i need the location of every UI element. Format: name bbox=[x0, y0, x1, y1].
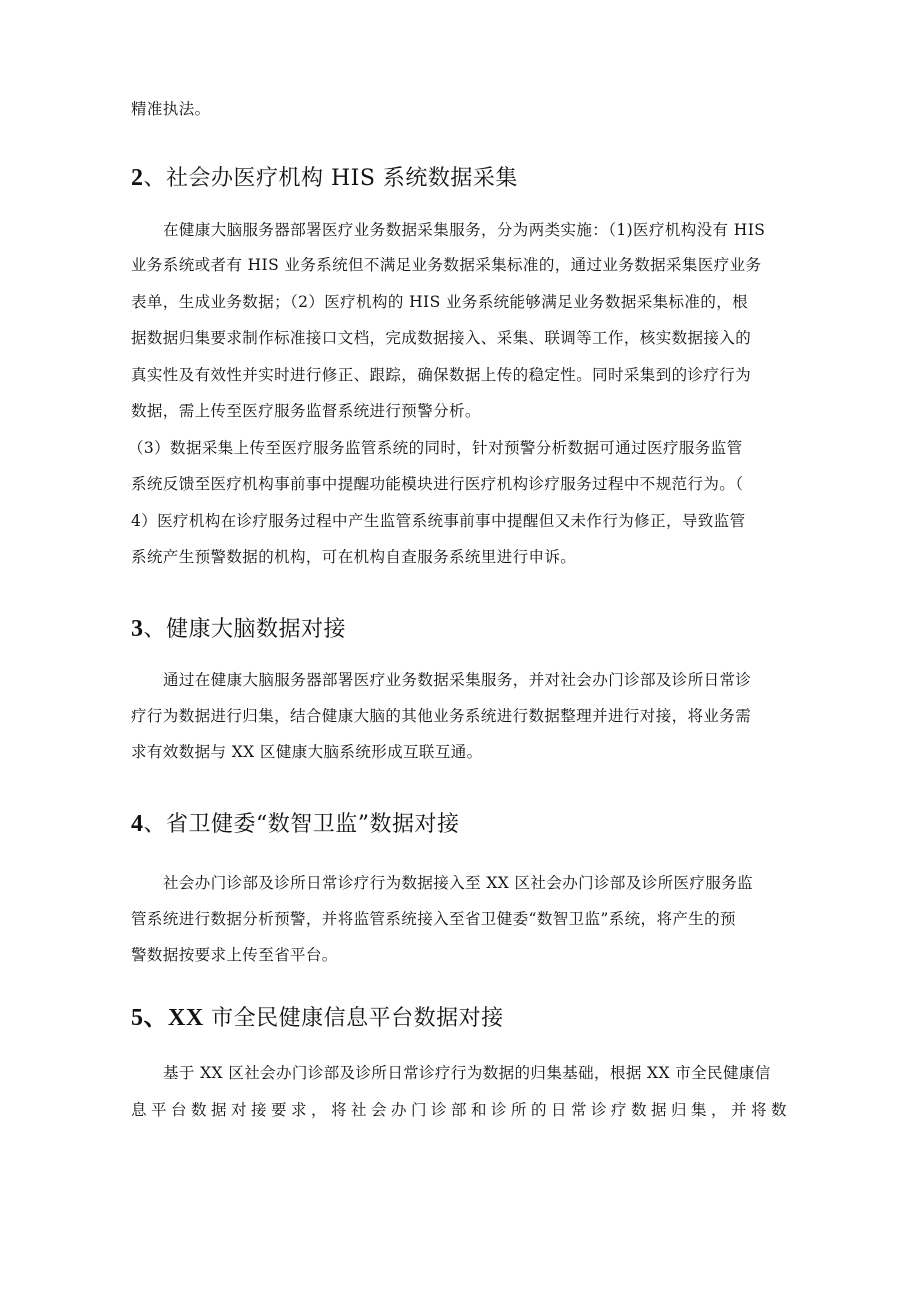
section-3-line-2: 疗行为数据进行归集，结合健康大脑的其他业务系统进行数据整理并进行对接，将业务需 bbox=[131, 707, 752, 725]
section-3-line-3: 求有效数据与 XX 区健康大脑系统形成互联互通。 bbox=[131, 743, 483, 761]
section-2-line-4: 据数据归集要求制作标准接口文档，完成数据接入、采集、联调等工作，核实数据接入的 bbox=[131, 329, 752, 347]
section-2-number: 2 bbox=[131, 165, 144, 191]
section-4-heading bbox=[131, 809, 460, 840]
section-5-title: 市全民健康信息平台数据对接 bbox=[203, 1006, 504, 1031]
section-2-line-1: 在健康大脑服务器部署医疗业务数据采集服务，分为两类实施：（1)医疗机构没有 HIS bbox=[163, 221, 766, 239]
section-2-line-2: 业务系统或者有 HIS 业务系统但不满足业务数据采集标准的，通过业务数据采集医疗业务 bbox=[131, 256, 762, 274]
section-4-line-1: 社会办门诊部及诊所日常诊疗行为数据接入至 XX 区社会办门诊部及诊所医疗服务监 bbox=[163, 874, 754, 892]
section-2-line-6: 数据，需上传至医疗服务监督系统进行预警分析。 bbox=[131, 402, 481, 420]
section-4-number: 4 bbox=[131, 811, 144, 837]
section-2-line-7: （3）数据采集上传至医疗服务监管系统的同时，针对预警分析数据可通过医疗服务监管 bbox=[128, 439, 743, 457]
section-5-heading bbox=[131, 1003, 504, 1034]
section-2-title: 、社会办医疗机构 HIS 系统数据采集 bbox=[143, 166, 518, 191]
section-3-title: 、健康大脑数据对接 bbox=[143, 617, 347, 642]
section-2-line-9: 4）医疗机构在诊疗服务过程中产生监管系统事前事中提醒但又未作行为修正，导致监管 bbox=[131, 512, 746, 530]
section-4-line-3: 警数据按要求上传至省平台。 bbox=[131, 946, 338, 964]
section-4-title: 、省卫健委“数智卫监”数据对接 bbox=[143, 812, 460, 837]
section-5-title-prefix: 、XX bbox=[143, 1005, 204, 1031]
section-5-line-1: 基于 XX 区社会办门诊部及诊所日常诊疗行为数据的归集基础，根据 XX 市全民健康信 bbox=[163, 1064, 771, 1082]
section-5-line-2: 息平台数据对接要求，将社会办门诊部和诊所的日常诊疗数据归集，并将数 bbox=[131, 1101, 792, 1119]
section-3-line-1: 通过在健康大脑服务器部署医疗业务数据采集服务，并对社会办门诊部及诊所日常诊 bbox=[163, 671, 752, 689]
section-3-number: 3 bbox=[131, 616, 144, 642]
section-2-line-5: 真实性及有效性并实时进行修正、跟踪，确保数据上传的稳定性。同时采集到的诊疗行为 bbox=[131, 366, 752, 384]
section-4-line-2: 管系统进行数据分析预警，并将监管系统接入至省卫健委“数智卫监”系统，将产生的预 bbox=[131, 910, 736, 928]
section-2-line-8: 系统反馈至医疗机构事前事中提醒功能模块进行医疗机构诊疗服务过程中不规范行为。（ bbox=[131, 475, 744, 493]
section-3-heading bbox=[131, 614, 346, 645]
section-2-line-10: 系统产生预警数据的机构，可在机构自查服务系统里进行申诉。 bbox=[131, 548, 577, 566]
section-2-line-3: 表单，生成业务数据；（2）医疗机构的 HIS 业务系统能够满足业务数据采集标准的，根 bbox=[131, 293, 749, 311]
section-5-number: 5 bbox=[131, 1005, 144, 1031]
section-2-heading bbox=[131, 163, 518, 194]
intro-tail-text: 精准执法。 bbox=[131, 100, 211, 118]
